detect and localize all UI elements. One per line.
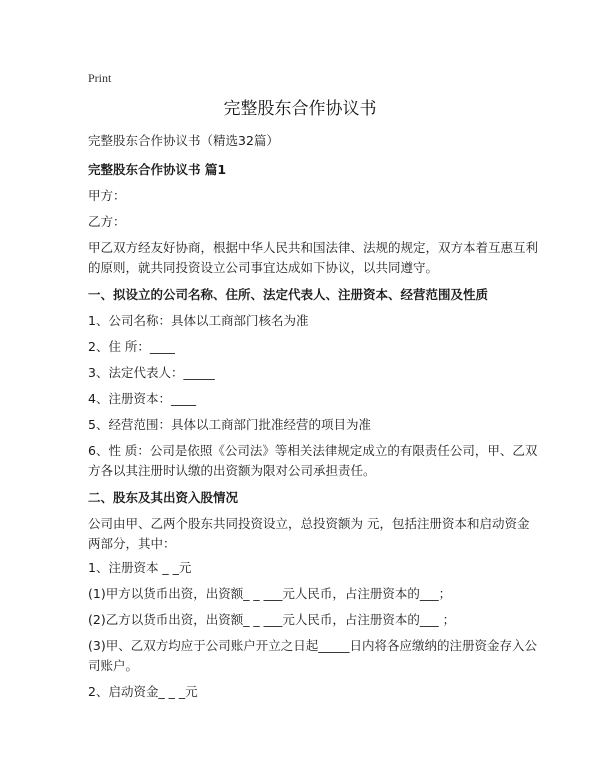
list-item: 1、注册资本 _ _元 bbox=[88, 560, 192, 575]
page-title: 完整股东合作协议书 bbox=[223, 99, 377, 119]
list-item: 4、注册资本：____ bbox=[88, 391, 196, 406]
party-b-label: 乙方： bbox=[88, 214, 126, 229]
list-item: (1)甲方以货币出资，出资额_ _ ___元人民币，占注册资本的___； bbox=[88, 586, 452, 601]
paragraph-line: 两部分，其中： bbox=[88, 536, 176, 551]
list-item: 方各以其注册时认缴的出资额为限对公司承担责任。 bbox=[88, 463, 376, 478]
print-label: Print bbox=[88, 71, 112, 85]
list-item: (3)甲、乙双方均应于公司账户开立之日起_____日内将各应缴纳的注册资金存入公 bbox=[88, 638, 537, 653]
list-item: 5、经营范围：具体以工商部门批准经营的项目为准 bbox=[88, 417, 371, 432]
heading-company-info: 一、拟设立的公司名称、住所、法定代表人、注册资本、经营范围及性质 bbox=[88, 287, 489, 302]
list-item: 6、性 质：公司是依照《公司法》等相关法律规定成立的有限责任公司，甲、乙双 bbox=[88, 443, 538, 458]
list-item: 2、住 所：____ bbox=[88, 339, 175, 354]
intro-paragraph-line: 的原则，就共同投资设立公司事宜达成如下协议，以共同遵守。 bbox=[88, 260, 439, 275]
list-item: 3、法定代表人：_____ bbox=[88, 365, 215, 380]
paragraph-line: 公司由甲、乙两个股东共同投资设立，总投资额为 元，包括注册资本和启动资金 bbox=[88, 516, 530, 531]
list-item: 1、公司名称：具体以工商部门核名为准 bbox=[88, 313, 309, 328]
party-a-label: 甲方： bbox=[88, 188, 126, 203]
list-item: (2)乙方以货币出资，出资额_ _ ___元人民币，占注册资本的___ ； bbox=[88, 612, 456, 627]
subtitle: 完整股东合作协议书（精选32篇） bbox=[88, 133, 279, 148]
intro-paragraph-line: 甲乙双方经友好协商，根据中华人民共和国法律、法规的规定，双方本着互惠互利 bbox=[88, 240, 539, 255]
section-heading: 完整股东合作协议书 篇1 bbox=[88, 162, 227, 177]
list-item: 2、启动资金_ _ _元 bbox=[88, 684, 198, 699]
heading-shareholders: 二、股东及其出资入股情况 bbox=[88, 490, 239, 505]
list-item: 司账户。 bbox=[88, 658, 139, 673]
